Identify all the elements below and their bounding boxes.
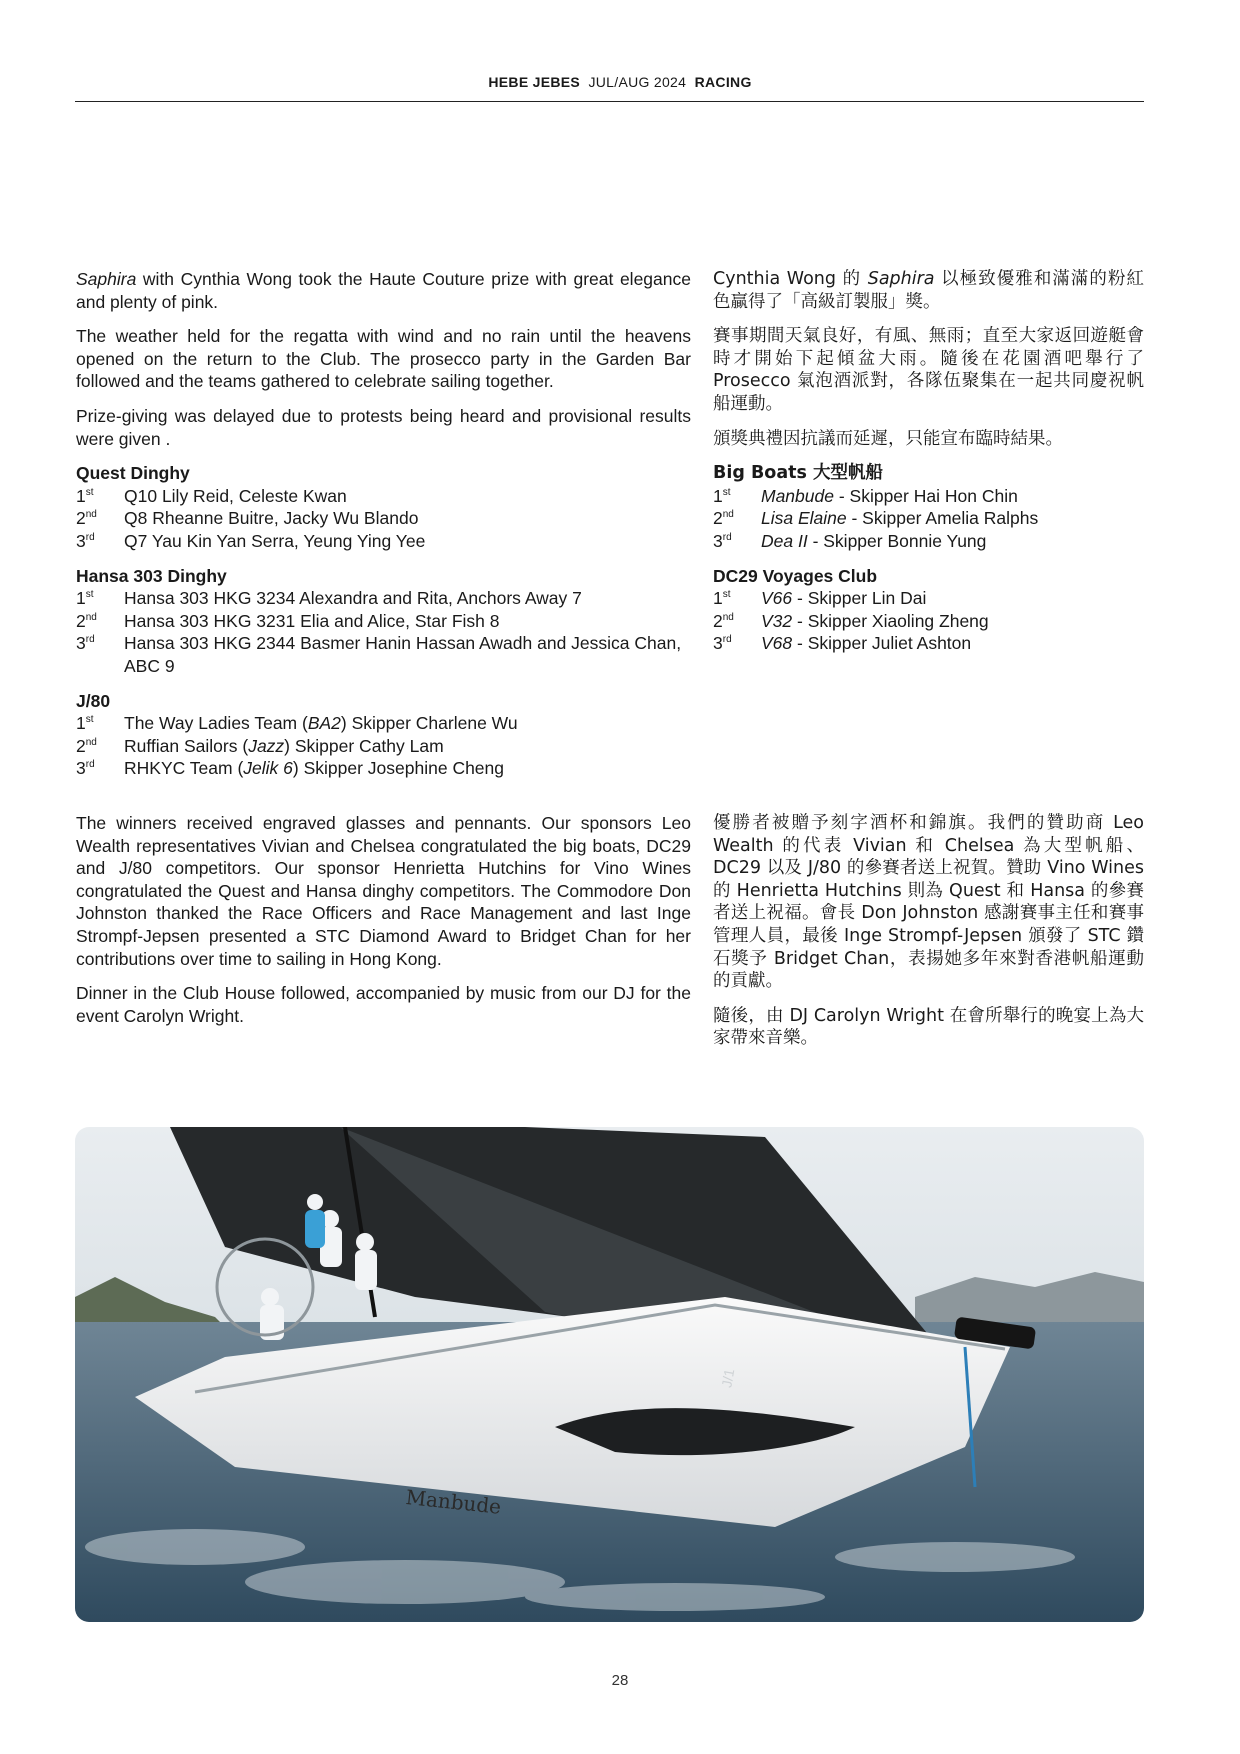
result-row: 1st Hansa 303 HKG 3234 Alexandra and Rita, Anchors Away 7 bbox=[76, 588, 582, 609]
zh-para-prize-giving: 頒獎典禮因抗議而延遲，只能宣布臨時結果。 bbox=[713, 428, 1063, 449]
para-dinner: Dinner in the Club House followed, accompanied by music from our DJ for the event Carolyn Wright. bbox=[76, 983, 691, 1026]
zh-para-haute-couture: Cynthia Wong 的 Saphira 以極致優雅和滿滿的粉紅色贏得了「高級訂製服」獎。 bbox=[713, 269, 1144, 312]
para-weather: The weather held for the regatta with wind and no rain until the heavens opened on the return to the Club. The prosecco party in the Garden Bar followed and the teams gathered to celebrate sailing together. bbox=[76, 326, 691, 392]
zh-para-dinner: 隨後，由 DJ Carolyn Wright 在會所舉行的晚宴上為大家帶來音樂。 bbox=[713, 1005, 1144, 1049]
hull-name-text: Manbude bbox=[404, 1484, 503, 1519]
result-row: 1st V66 - Skipper Lin Dai bbox=[713, 588, 927, 609]
para-prize-giving: Prize-giving was delayed due to protests being heard and provisional results were given . bbox=[76, 405, 691, 449]
position: 3rd bbox=[76, 530, 95, 551]
result-row: 1st Q10 Lily Reid, Celeste Kwan bbox=[76, 485, 347, 506]
result-row: 3rd V68 - Skipper Juliet Ashton bbox=[713, 633, 972, 654]
result-row: 2nd Ruffian Sailors (Jazz) Skipper Cathy Lam bbox=[76, 735, 444, 756]
sail-mark-text: J/1 bbox=[718, 1367, 738, 1389]
sailing-photo bbox=[75, 1127, 1144, 1622]
page-number: 28 bbox=[611, 1672, 629, 1689]
result-row: 2nd Hansa 303 HKG 3231 Elia and Alice, Star Fish 8 bbox=[76, 610, 500, 631]
para-haute-couture: Saphira with Cynthia Wong took the Haute Couture prize with great elegance and plenty of pink. bbox=[76, 269, 691, 312]
chinese-column-bottom bbox=[713, 812, 1144, 1062]
result-row: 3rd Dea II - Skipper Bonnie Yung bbox=[713, 530, 987, 551]
section-name: RACING bbox=[694, 74, 752, 90]
zh-para-winners: 優勝者被贈予刻字酒杯和錦旗。我們的贊助商 Leo Wealth 的代表 Vivian 和 Chelsea 為大型帆船、DC29 以及 J/80 的參賽者送上祝賀。贊助 Vino Wines 的 Henrietta Hutchins 則為 Quest 和 Hansa 的參賽者送上祝福。會長 Don Johnston 感謝賽事主任和賽事管理人員，最後 Inge Strompf-Jepsen 頒發了 STC 鑽石獎予 Bridget Chan，表揚她多年來對香港帆船運動的貢獻。 bbox=[713, 813, 1144, 992]
j80-heading: J/80 bbox=[76, 690, 111, 711]
english-column-top bbox=[76, 268, 691, 780]
yacht-illustration bbox=[75, 1127, 1144, 1622]
result-row: 2nd V32 - Skipper Xiaoling Zheng bbox=[713, 610, 989, 631]
big-boats-heading: Big Boats 大型帆船 bbox=[713, 463, 884, 484]
result-row: 2nd Lisa Elaine - Skipper Amelia Ralphs bbox=[713, 508, 1039, 529]
running-header bbox=[0, 74, 1240, 90]
header-rule bbox=[75, 101, 1144, 102]
position: 2nd bbox=[76, 508, 97, 529]
result-row: 1st Manbude - Skipper Hai Hon Chin bbox=[713, 485, 1018, 506]
issue-date: JUL/AUG 2024 bbox=[588, 74, 687, 90]
quest-dinghy-heading: Quest Dinghy bbox=[76, 463, 190, 484]
hansa-dinghy-heading: Hansa 303 Dinghy bbox=[76, 565, 227, 586]
para-winners: The winners received engraved glasses and pennants. Our sponsors Leo Wealth representatives Vivian and Chelsea congratulated the big boats, DC29 and J/80 competitors. Our sponsor Henrietta Hutchins for Vino Wines congratulated the Quest and Hansa dinghy competitors. The Commodore Don Johnston thanked the Race Officers and Race Management and last Inge Strompf-Jepsen presented a STC Diamond Award to Bridget Chan for her contributions over time to sailing in Hong Kong. bbox=[76, 813, 691, 969]
zh-para-weather: 賽事期間天氣良好，有風、無雨；直至大家返回遊艇會時才開始下起傾盆大雨。隨後在花園酒吧舉行了 Prosecco 氣泡酒派對，各隊伍聚集在一起共同慶祝帆船運動。 bbox=[713, 326, 1144, 414]
result-row: 3rd Hansa 303 HKG 2344 Basmer Hanin Hassan Awadh and Jessica Chan, ABC 9 bbox=[76, 633, 682, 676]
magazine-name: HEBE JEBES bbox=[488, 74, 581, 90]
position: 1st bbox=[76, 485, 94, 506]
result-row: 3rd Q7 Yau Kin Yan Serra, Yeung Ying Yee bbox=[76, 530, 426, 551]
result-row: 2nd Q8 Rheanne Buitre, Jacky Wu Blando bbox=[76, 508, 419, 529]
result-row: 3rd RHKYC Team (Jelik 6) Skipper Josephine Cheng bbox=[76, 758, 505, 779]
chinese-column-top bbox=[713, 268, 1144, 655]
english-column-bottom bbox=[76, 812, 691, 1039]
result-row: 1st The Way Ladies Team (BA2) Skipper Charlene Wu bbox=[76, 713, 518, 734]
dc29-heading: DC29 Voyages Club bbox=[713, 565, 878, 586]
